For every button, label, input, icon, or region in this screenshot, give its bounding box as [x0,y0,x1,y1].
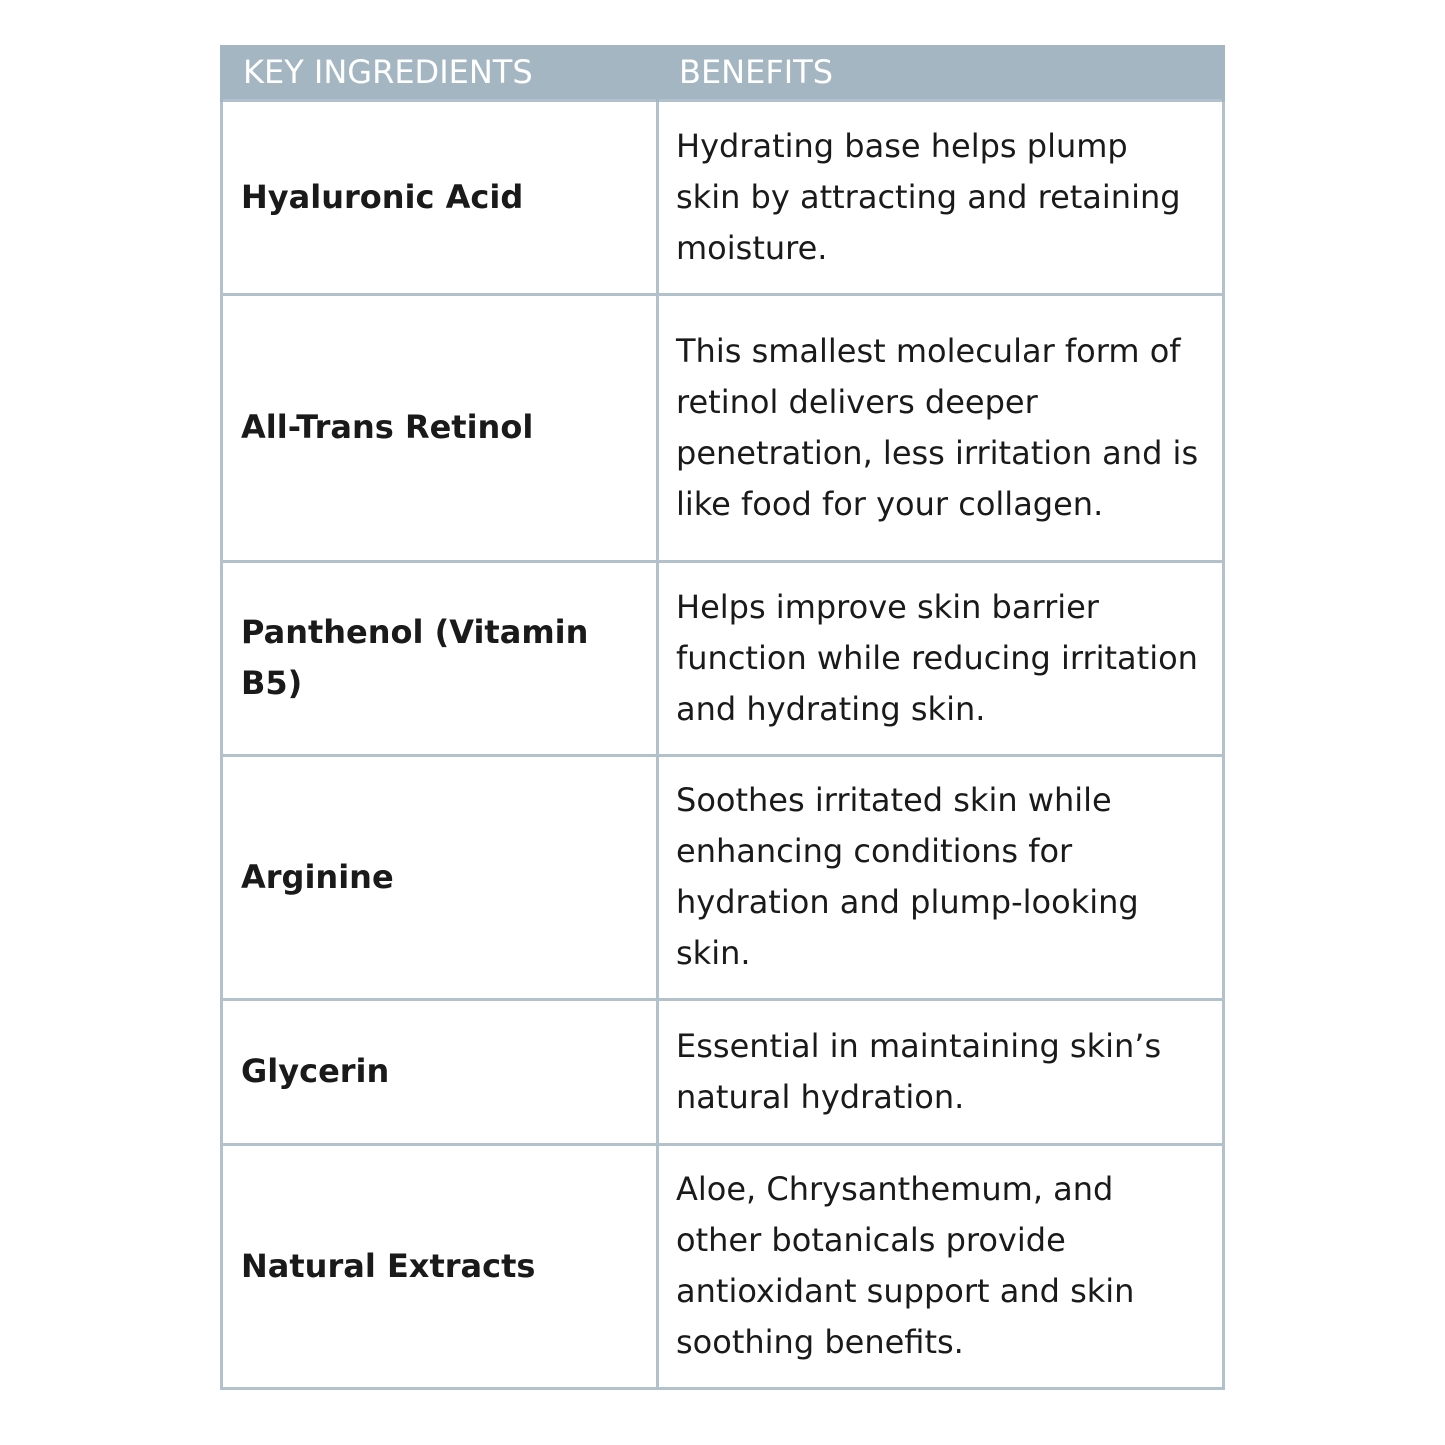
ingredient-benefit: Helps improve skin barrier function while reducing irritation and hydrating skin. [658,561,1224,755]
table-row [222,561,1224,755]
ingredient-benefit: This smallest molecular form of retinol delivers deeper penetration, less irritation and is like food for your collagen. [658,294,1224,561]
ingredient-benefit: Essential in maintaining skin’s natural hydration. [658,999,1224,1144]
header-benefits: BENEFITS [658,45,1224,100]
ingredient-name: Natural Extracts [222,1144,658,1388]
ingredient-benefit: Hydrating base helps plump skin by attracting and retaining moisture. [658,100,1224,294]
header-key-ingredients: KEY INGREDIENTS [222,45,658,100]
ingredient-name: Hyaluronic Acid [222,100,658,294]
ingredients-table [220,45,1225,1390]
table-row [222,1144,1224,1388]
ingredient-name: Glycerin [222,999,658,1144]
ingredient-benefit: Aloe, Chrysanthemum, and other botanicals provide antioxidant support and skin soothing benefits. [658,1144,1224,1388]
ingredient-name: All-Trans Retinol [222,294,658,561]
table-row [222,294,1224,561]
ingredient-benefit: Soothes irritated skin while enhancing conditions for hydration and plump-looking skin. [658,755,1224,999]
table-header-row [222,45,1224,100]
table-row [222,100,1224,294]
ingredient-name: Arginine [222,755,658,999]
table-row [222,999,1224,1144]
ingredient-name: Panthenol (Vitamin B5) [222,561,658,755]
ingredients-table-container [220,45,1222,1390]
table-row [222,755,1224,999]
